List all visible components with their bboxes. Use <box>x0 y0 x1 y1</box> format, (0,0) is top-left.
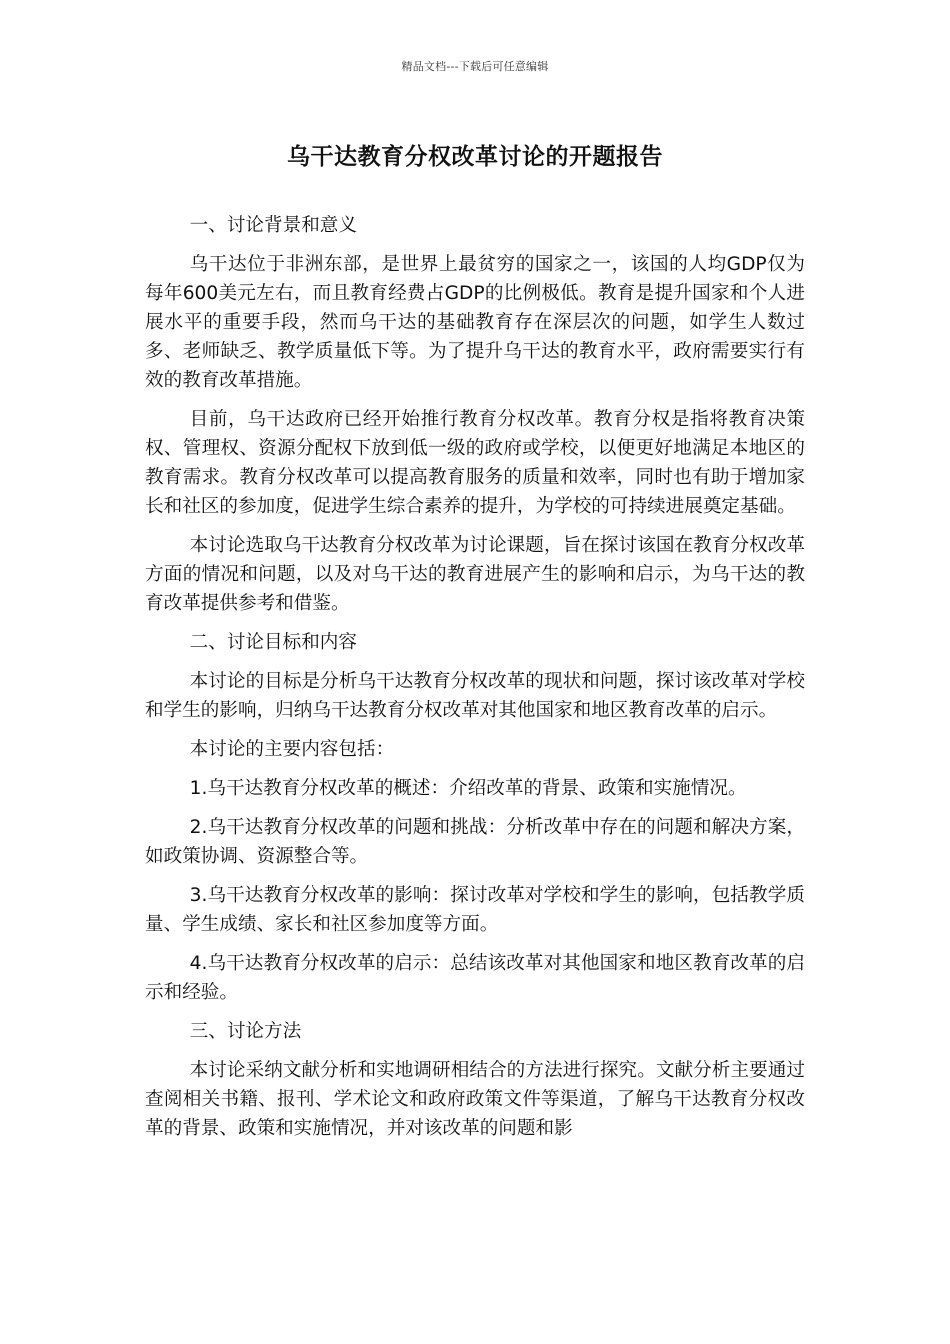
document-title: 乌干达教育分权改革讨论的开题报告 <box>287 144 663 170</box>
paragraph: 本讨论选取乌干达教育分权改革为讨论课题，旨在探讨该国在教育分权改革方面的情况和问题，以及对乌干达的教育进展产生的影响和启示，为乌干达的教育改革提供参考和借鉴。 <box>145 535 805 614</box>
paragraph: 乌干达位于非洲东部，是世界上最贫穷的国家之一，该国的人均GDP仅为每年600美元左右，而且教育经费占GDP的比例极低。教育是提升国家和个人进展水平的重要手段，然而乌干达的基础教育存在深层次的问题，如学生人数过多、老师缺乏、教学质量低下等。为了提升乌干达的教育水平，政府需要实行有效的教育改革措施。 <box>145 254 805 391</box>
section-heading: 三、讨论方法 <box>189 1021 302 1042</box>
list-item: 4.乌干达教育分权改革的启示：总结该改革对其他国家和地区教育改革的启示和经验。 <box>145 953 805 1003</box>
section-heading: 二、讨论目标和内容 <box>189 632 357 653</box>
paragraph: 本讨论的主要内容包括： <box>189 739 395 760</box>
list-item: 2.乌干达教育分权改革的问题和挑战：分析改革中存在的问题和解决方案，如政策协调、资源整合等。 <box>145 817 805 867</box>
list-item: 3.乌干达教育分权改革的影响：探讨改革对学校和学生的影响，包括教学质量、学生成绩、家长和社区参加度等方面。 <box>145 885 805 935</box>
paragraph: 本讨论采纳文献分析和实地调研相结合的方法进行探究。文献分析主要通过查阅相关书籍、报刊、学术论文和政府政策文件等渠道，了解乌干达教育分权改革的背景、政策和实施情况，并对该改革的问题和影 <box>145 1060 805 1139</box>
document-body <box>145 211 805 1153</box>
section-heading: 一、讨论背景和意义 <box>189 215 357 236</box>
list-item: 1.乌干达教育分权改革的概述：介绍改革的背景、政策和实施情况。 <box>189 778 747 799</box>
page-header-note: 精品文档---下载后可任意编辑 <box>401 60 549 73</box>
paragraph: 目前，乌干达政府已经开始推行教育分权改革。教育分权是指将教育决策权、管理权、资源分配权下放到低一级的政府或学校，以便更好地满足本地区的教育需求。教育分权改革可以提高教育服务的质量和效率，同时也有助于增加家长和社区的参加度，促进学生综合素养的提升，为学校的可持续进展奠定基础。 <box>145 409 805 517</box>
paragraph: 本讨论的目标是分析乌干达教育分权改革的现状和问题，探讨该改革对学校和学生的影响，归纳乌干达教育分权改革对其他国家和地区教育改革的启示。 <box>145 671 805 721</box>
